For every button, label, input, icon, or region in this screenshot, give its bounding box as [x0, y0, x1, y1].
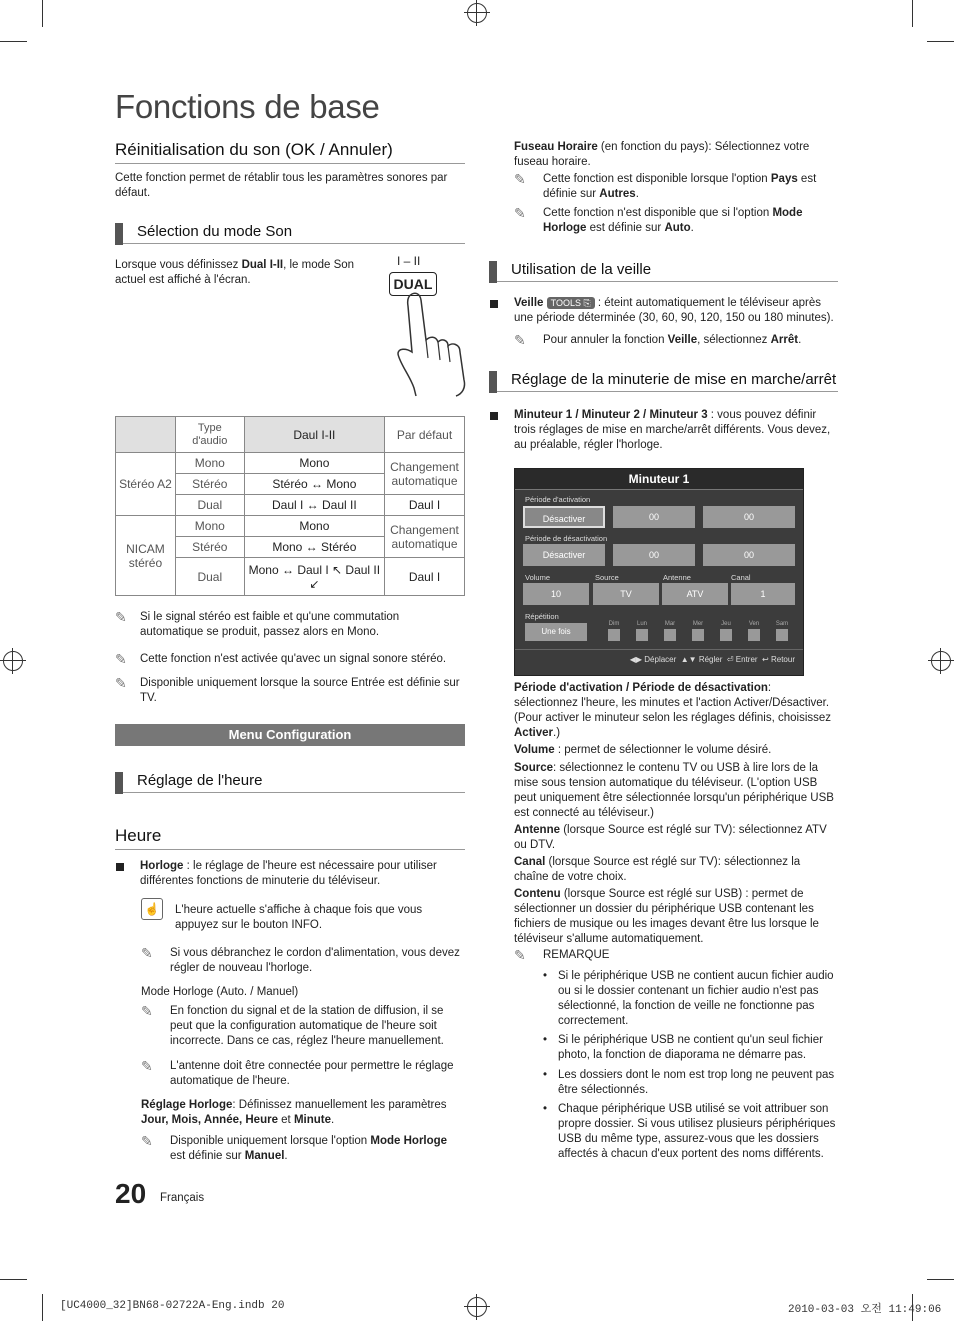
pointing-hand-icon — [390, 292, 470, 397]
note-text: Disponible uniquement lorsque l'option — [170, 1135, 371, 1147]
note — [115, 610, 460, 640]
table-cell: Stéréo — [175, 537, 244, 558]
note — [115, 652, 460, 667]
note-pencil-icon: ✎ — [115, 609, 127, 625]
mode-son-text-c: , le mode Son actuel est affiché à l'écran. — [115, 259, 355, 286]
section-title-minuterie — [489, 371, 838, 392]
desc-label: Source — [514, 762, 553, 774]
reglage-horloge-bold: Jour, Mois, Année, Heure — [141, 1114, 278, 1126]
osd-vol-value[interactable]: 10 — [523, 583, 589, 605]
note-text: Si le signal stéréo est faible et qu'une commutation automatique se produit, passez alors en Mono. — [140, 611, 400, 638]
osd-day-checkbox[interactable] — [748, 629, 760, 641]
hand-info-icon: ☝ — [141, 898, 163, 920]
desc-label: Période d'activation / Période de désactivation — [514, 682, 768, 694]
section-title-veille — [489, 261, 838, 282]
note-pencil-icon: ✎ — [514, 332, 526, 348]
registration-mark-icon — [467, 3, 487, 23]
note-pencil-icon: ✎ — [514, 171, 526, 187]
bullet-dot: • — [543, 970, 548, 982]
dual-button-icon: DUAL — [389, 272, 437, 296]
note-text: L'antenne doit être connectée pour permettre le réglage automatique de l'heure. — [170, 1060, 454, 1087]
osd-act-hour[interactable]: 00 — [613, 506, 695, 528]
note-pencil-icon: ✎ — [115, 651, 127, 667]
sound-mode-table — [115, 416, 465, 596]
osd-act-label: Période d'activation — [525, 495, 591, 504]
note-text: Disponible uniquement lorsque la source Entrée est définie sur TV. — [140, 677, 460, 704]
mode-son-title-text: Sélection du mode Son — [137, 223, 293, 240]
table-cell: Daul I ↔ Daul II — [244, 495, 384, 516]
osd-day-label: Ven — [748, 621, 760, 627]
reglage-horloge-text — [141, 1098, 461, 1128]
note-bold: Mode Horloge — [370, 1135, 448, 1147]
adjust-arrows-icon: ▲▼ — [680, 655, 697, 664]
desc-volume — [514, 743, 836, 758]
bullet-square-icon — [490, 300, 498, 308]
list-item-text: Les dossiers dont le nom est trop long ne peuvent pas être sélectionnés. — [558, 1069, 835, 1096]
osd-day-label: Lun — [636, 621, 647, 627]
note — [141, 1004, 461, 1049]
note-pencil-icon: ✎ — [141, 1058, 153, 1074]
note: ✎ Pour annuler la fonction Veille, sélectionnez Arrêt. — [514, 332, 802, 348]
osd-nav-bar — [630, 655, 795, 664]
note — [141, 1059, 461, 1089]
minuterie-item — [489, 408, 839, 453]
reglage-horloge-desc: : Définissez manuellement les paramètres — [232, 1099, 447, 1111]
note-text: Si vous débranchez le cordon d'alimentation, vous devez régler de nouveau l'horloge. — [170, 947, 460, 974]
registration-mark-icon — [467, 1297, 487, 1317]
menu-configuration-bar: Menu Configuration — [115, 724, 465, 746]
table-cell: Stéréo — [175, 474, 244, 495]
remarque-heading — [514, 948, 836, 963]
note-text: est définie sur — [170, 1150, 245, 1162]
reglage-horloge-label: Réglage Horloge — [141, 1099, 233, 1111]
note-bold: Auto — [664, 222, 691, 234]
note-bold: Veille — [667, 334, 698, 346]
note-text: Cette fonction est disponible lorsque l'option — [543, 173, 771, 185]
footer-date: 2010-03-03 오전 11:49:06 — [788, 1304, 942, 1316]
osd-day-label: Sam — [775, 621, 789, 627]
desc-text: (lorsque Source est réglé sur TV): sélectionnez ATV ou DTV. — [514, 824, 827, 851]
osd-nav-adjust: Régler — [698, 655, 723, 664]
note-pencil-icon: ✎ — [514, 205, 526, 221]
horloge-item — [115, 859, 460, 889]
fuseau-label: Fuseau Horaire — [514, 141, 598, 153]
section-title-mode-son — [115, 223, 465, 244]
table-cell-default: Daul I — [385, 495, 465, 516]
crop-mark — [912, 0, 913, 27]
table-cell: Mono — [175, 453, 244, 474]
osd-src-value[interactable]: TV — [593, 583, 659, 605]
note-text: , sélectionnez — [697, 334, 771, 346]
remote-hand-illustration — [385, 252, 470, 397]
desc-text: (lorsque Source est réglé sur USB) : permet de sélectionner un dossier du périphérique USB contenant les fichiers de musique ou les images devant être lus lorsque le téléviseur s'allume automatiquement. — [514, 888, 819, 945]
veille-title-text: Utilisation de la veille — [511, 261, 652, 278]
bullet-dot: • — [543, 1034, 548, 1046]
page-number: 20 — [115, 1178, 147, 1209]
table-header-empty — [116, 417, 176, 453]
note: ✎ Cette fonction est disponible lorsque l'option Pays est définie sur Autres. — [514, 171, 817, 200]
desc-label: Volume — [514, 744, 555, 756]
list-item — [543, 969, 836, 1029]
move-arrows-icon: ◀▶ — [629, 655, 643, 664]
crop-mark — [42, 0, 43, 27]
table-cell: Mono — [244, 453, 384, 474]
osd-src-label: Source — [595, 573, 619, 582]
bullet-square-icon — [490, 412, 498, 420]
veille-label: Veille — [514, 297, 544, 309]
table-cell: Dual — [175, 495, 244, 516]
note — [141, 1134, 461, 1164]
osd-ant-label: Antenne — [663, 573, 691, 582]
note-text: Cette fonction n'est activée qu'avec un signal sonore stéréo. — [140, 653, 447, 665]
mode-son-text-a: Lorsque vous définissez — [115, 259, 242, 271]
osd-title: Minuteur 1 — [515, 469, 803, 490]
crop-mark — [0, 1279, 27, 1280]
list-item — [543, 1068, 836, 1098]
desc-contenu — [514, 887, 836, 947]
note-text: Pour annuler la fonction — [543, 334, 668, 346]
note-bold: Arrêt — [770, 334, 799, 346]
osd-day-checkbox[interactable] — [664, 629, 676, 641]
list-item — [543, 1033, 836, 1063]
note-text: est définie sur — [586, 222, 665, 234]
osd-act-minute[interactable]: 00 — [703, 506, 795, 528]
minuteur-osd-screen — [514, 468, 804, 676]
mode-son-text — [115, 258, 355, 288]
list-item-text: Chaque périphérique USB utilisé se voit attribuer son propre dossier. Si vous utilisez plusieurs périphériques USB du même type, assurez-vous que les dossiers affectés à chacun d'eux portent des noms différents. — [558, 1103, 836, 1160]
table-cell: Mono ↔ Stéréo — [244, 537, 384, 558]
list-item — [543, 1102, 836, 1162]
osd-day-checkbox[interactable] — [720, 629, 732, 641]
desc-text: : sélectionnez l'heure, les minutes et l'action Activer/Désactiver. (Pour activer le minuteur selon les réglages définis, choisissez — [514, 682, 832, 724]
reglage-horloge-end: . — [331, 1114, 335, 1126]
enter-icon: ⏎ — [726, 655, 734, 664]
osd-day-checkbox[interactable] — [692, 629, 704, 641]
note-pencil-icon: ✎ — [115, 675, 127, 691]
section-title-reset: Réinitialisation du son (OK / Annuler) — [115, 140, 465, 164]
desc-text: : permet de sélectionner le volume désiré. — [554, 744, 772, 756]
desc-canal — [514, 855, 836, 885]
note-bold: Pays — [770, 173, 798, 185]
page-title: Fonctions de base — [115, 88, 380, 125]
note-pencil-icon: ✎ — [514, 947, 526, 963]
note-bold: Mode Horloge — [543, 207, 803, 234]
note-pencil-icon: ✎ — [141, 1133, 153, 1149]
list-item-text: Si le périphérique USB ne contient qu'un seul fichier photo, la fonction de diaporama ne démarre pas. — [558, 1034, 823, 1061]
desc-antenne — [514, 823, 836, 853]
note — [115, 676, 460, 706]
desc-text: .) — [553, 727, 561, 739]
table-cell: Mono — [175, 516, 244, 537]
osd-day-checkbox[interactable] — [776, 629, 788, 641]
bullet-square-icon — [116, 863, 124, 871]
table-cell: Mono ↔ Daul I ↖ Daul II ↙ — [244, 558, 384, 596]
osd-day-checkbox[interactable] — [636, 629, 648, 641]
desc-label: Antenne — [514, 824, 560, 836]
desc-text: (lorsque Source est réglé sur TV): sélectionnez la chaîne de votre choix. — [514, 856, 801, 883]
osd-chan-value[interactable]: 1 — [731, 583, 795, 605]
osd-deact-label: Période de désactivation — [525, 534, 608, 543]
table-cell: Mono — [244, 516, 384, 537]
tools-badge-text: TOOLS — [550, 298, 581, 308]
table-header-type: Type d'audio — [175, 417, 244, 453]
bullet-dot: • — [543, 1069, 548, 1081]
osd-ant-value[interactable]: ATV — [662, 583, 728, 605]
osd-day-label: Jeu — [721, 621, 731, 627]
reglage-heure-title-text: Réglage de l'heure — [137, 772, 263, 789]
osd-act-value[interactable]: Désactiver — [523, 506, 605, 528]
note-text: . — [284, 1150, 288, 1162]
horloge-label: Horloge — [140, 860, 184, 872]
table-cell: Stéréo ↔ Mono — [244, 474, 384, 495]
footer-file: [UC4000_32]BN68-02722A-Eng.indb 20 — [60, 1300, 285, 1312]
table-cell: Dual — [175, 558, 244, 596]
registration-mark-icon — [3, 651, 23, 671]
osd-day-label: Dim — [608, 621, 620, 627]
osd-day-checkbox[interactable] — [608, 629, 620, 641]
table-cell-default: Changement automatique — [385, 516, 465, 558]
table-group-name: Stéréo A2 — [116, 453, 176, 516]
remote-label-top: I – II — [397, 254, 421, 268]
osd-rep-label: Répétition — [525, 612, 559, 621]
return-icon: ↩ — [762, 655, 769, 664]
osd-chan-label: Canal — [731, 573, 751, 582]
desc-label: Contenu — [514, 888, 561, 900]
language-label: Français — [160, 1192, 205, 1204]
veille-item — [489, 296, 839, 326]
osd-nav-enter: Entrer — [735, 655, 758, 664]
note — [141, 946, 461, 976]
note-text: En fonction du signal et de la station de diffusion, il se peut que la configuration automatique de l'heure soit incorrecte. Dans ce cas, réglez l'heure manuellement. — [170, 1005, 444, 1047]
osd-vol-label: Volume — [525, 573, 551, 582]
osd-day-label: Mar — [664, 621, 676, 627]
fuseau-desc: (en fonction du pays): Sélectionnez votre fuseau horaire. — [514, 141, 810, 168]
registration-mark-icon — [931, 651, 951, 671]
info-note-text: L'heure actuelle s'affiche à chaque fois que vous appuyez sur le bouton INFO. — [175, 904, 423, 931]
crop-mark — [0, 41, 27, 42]
note-text: Cette fonction n'est disponible que si l'option — [543, 207, 773, 219]
mode-son-text-b: Dual I-II — [241, 259, 284, 271]
crop-mark — [927, 41, 954, 42]
veille-text: : éteint automatiquement le téléviseur après une période déterminée (30, 60, 90, 120, 150 ou 180 minutes). — [514, 297, 834, 324]
table-cell-default: Daul I — [385, 558, 465, 596]
osd-divider — [515, 649, 803, 650]
note: ✎ Cette fonction n'est disponible que si l'option Mode Horloge est définie sur Auto. — [514, 205, 803, 234]
osd-nav-move: Déplacer — [644, 655, 677, 664]
osd-deact-hour[interactable]: 00 — [613, 544, 695, 566]
osd-deact-value[interactable]: Désactiver — [523, 544, 605, 566]
note-bold: Manuel — [244, 1150, 285, 1162]
horloge-text: : le réglage de l'heure est nécessaire pour utiliser différentes fonctions de minuterie du téléviseur. — [140, 860, 437, 887]
section-title-heure: Heure — [115, 826, 465, 850]
table-header-default: Par défaut — [385, 417, 465, 453]
osd-rep-value[interactable]: Une fois — [525, 623, 587, 641]
table-header-dual: Daul I-II — [244, 417, 384, 453]
note-pencil-icon: ✎ — [141, 1003, 153, 1019]
section-title-reglage-heure — [115, 772, 465, 793]
note-pencil-icon: ✎ — [141, 945, 153, 961]
osd-nav-return: Retour — [770, 655, 795, 664]
remarque-text: REMARQUE — [543, 949, 610, 961]
table-cell-default: Changement automatique — [385, 453, 465, 495]
table-group-name: NICAM stéréo — [116, 516, 176, 596]
crop-mark — [42, 1294, 43, 1321]
reglage-horloge-minute: Minute — [293, 1114, 332, 1126]
minuterie-title-text: Réglage de la minuterie de mise en marche/arrêt — [511, 371, 837, 388]
minuterie-text: : vous pouvez définir trois réglages de mise en marche/arrêt différents. Vous devez, au préalable, régler l'horloge. — [514, 409, 831, 451]
minuterie-label: Minuteur 1 / Minuteur 2 / Minuteur 3 — [514, 409, 708, 421]
desc-bold: Activer — [514, 727, 553, 739]
desc-text: : sélectionnez le contenu TV ou USB à lire lors de la mise sous tension automatique du téléviseur. (L'option USB peut uniquement être sélectionnée lorsqu'un périphérique USB est connecté au téléviseur.) — [514, 762, 834, 819]
desc-source — [514, 761, 836, 821]
reset-text: Cette fonction permet de rétablir tous les paramètres sonores par défaut. — [115, 172, 448, 199]
note-text: est définie sur — [543, 173, 817, 200]
list-item-text: Si le périphérique USB ne contient aucun fichier audio ou si le dossier contenant un fichier audio n'est pas sélectionné, la fonction de veille ne fonctionne pas correctement. — [558, 970, 834, 1027]
osd-day-label: Mer — [692, 621, 704, 627]
note-bold: Autres — [599, 188, 636, 200]
mode-horloge-title: Mode Horloge (Auto. / Manuel) — [141, 986, 299, 998]
reglage-horloge-et: et — [277, 1114, 294, 1126]
fuseau-text — [514, 140, 834, 170]
desc-periode — [514, 681, 836, 741]
osd-deact-minute[interactable]: 00 — [703, 544, 795, 566]
tools-badge: TOOLS ⎘ — [547, 297, 595, 309]
bullet-dot: • — [543, 1103, 548, 1115]
crop-mark — [927, 1279, 954, 1280]
desc-label: Canal — [514, 856, 546, 868]
